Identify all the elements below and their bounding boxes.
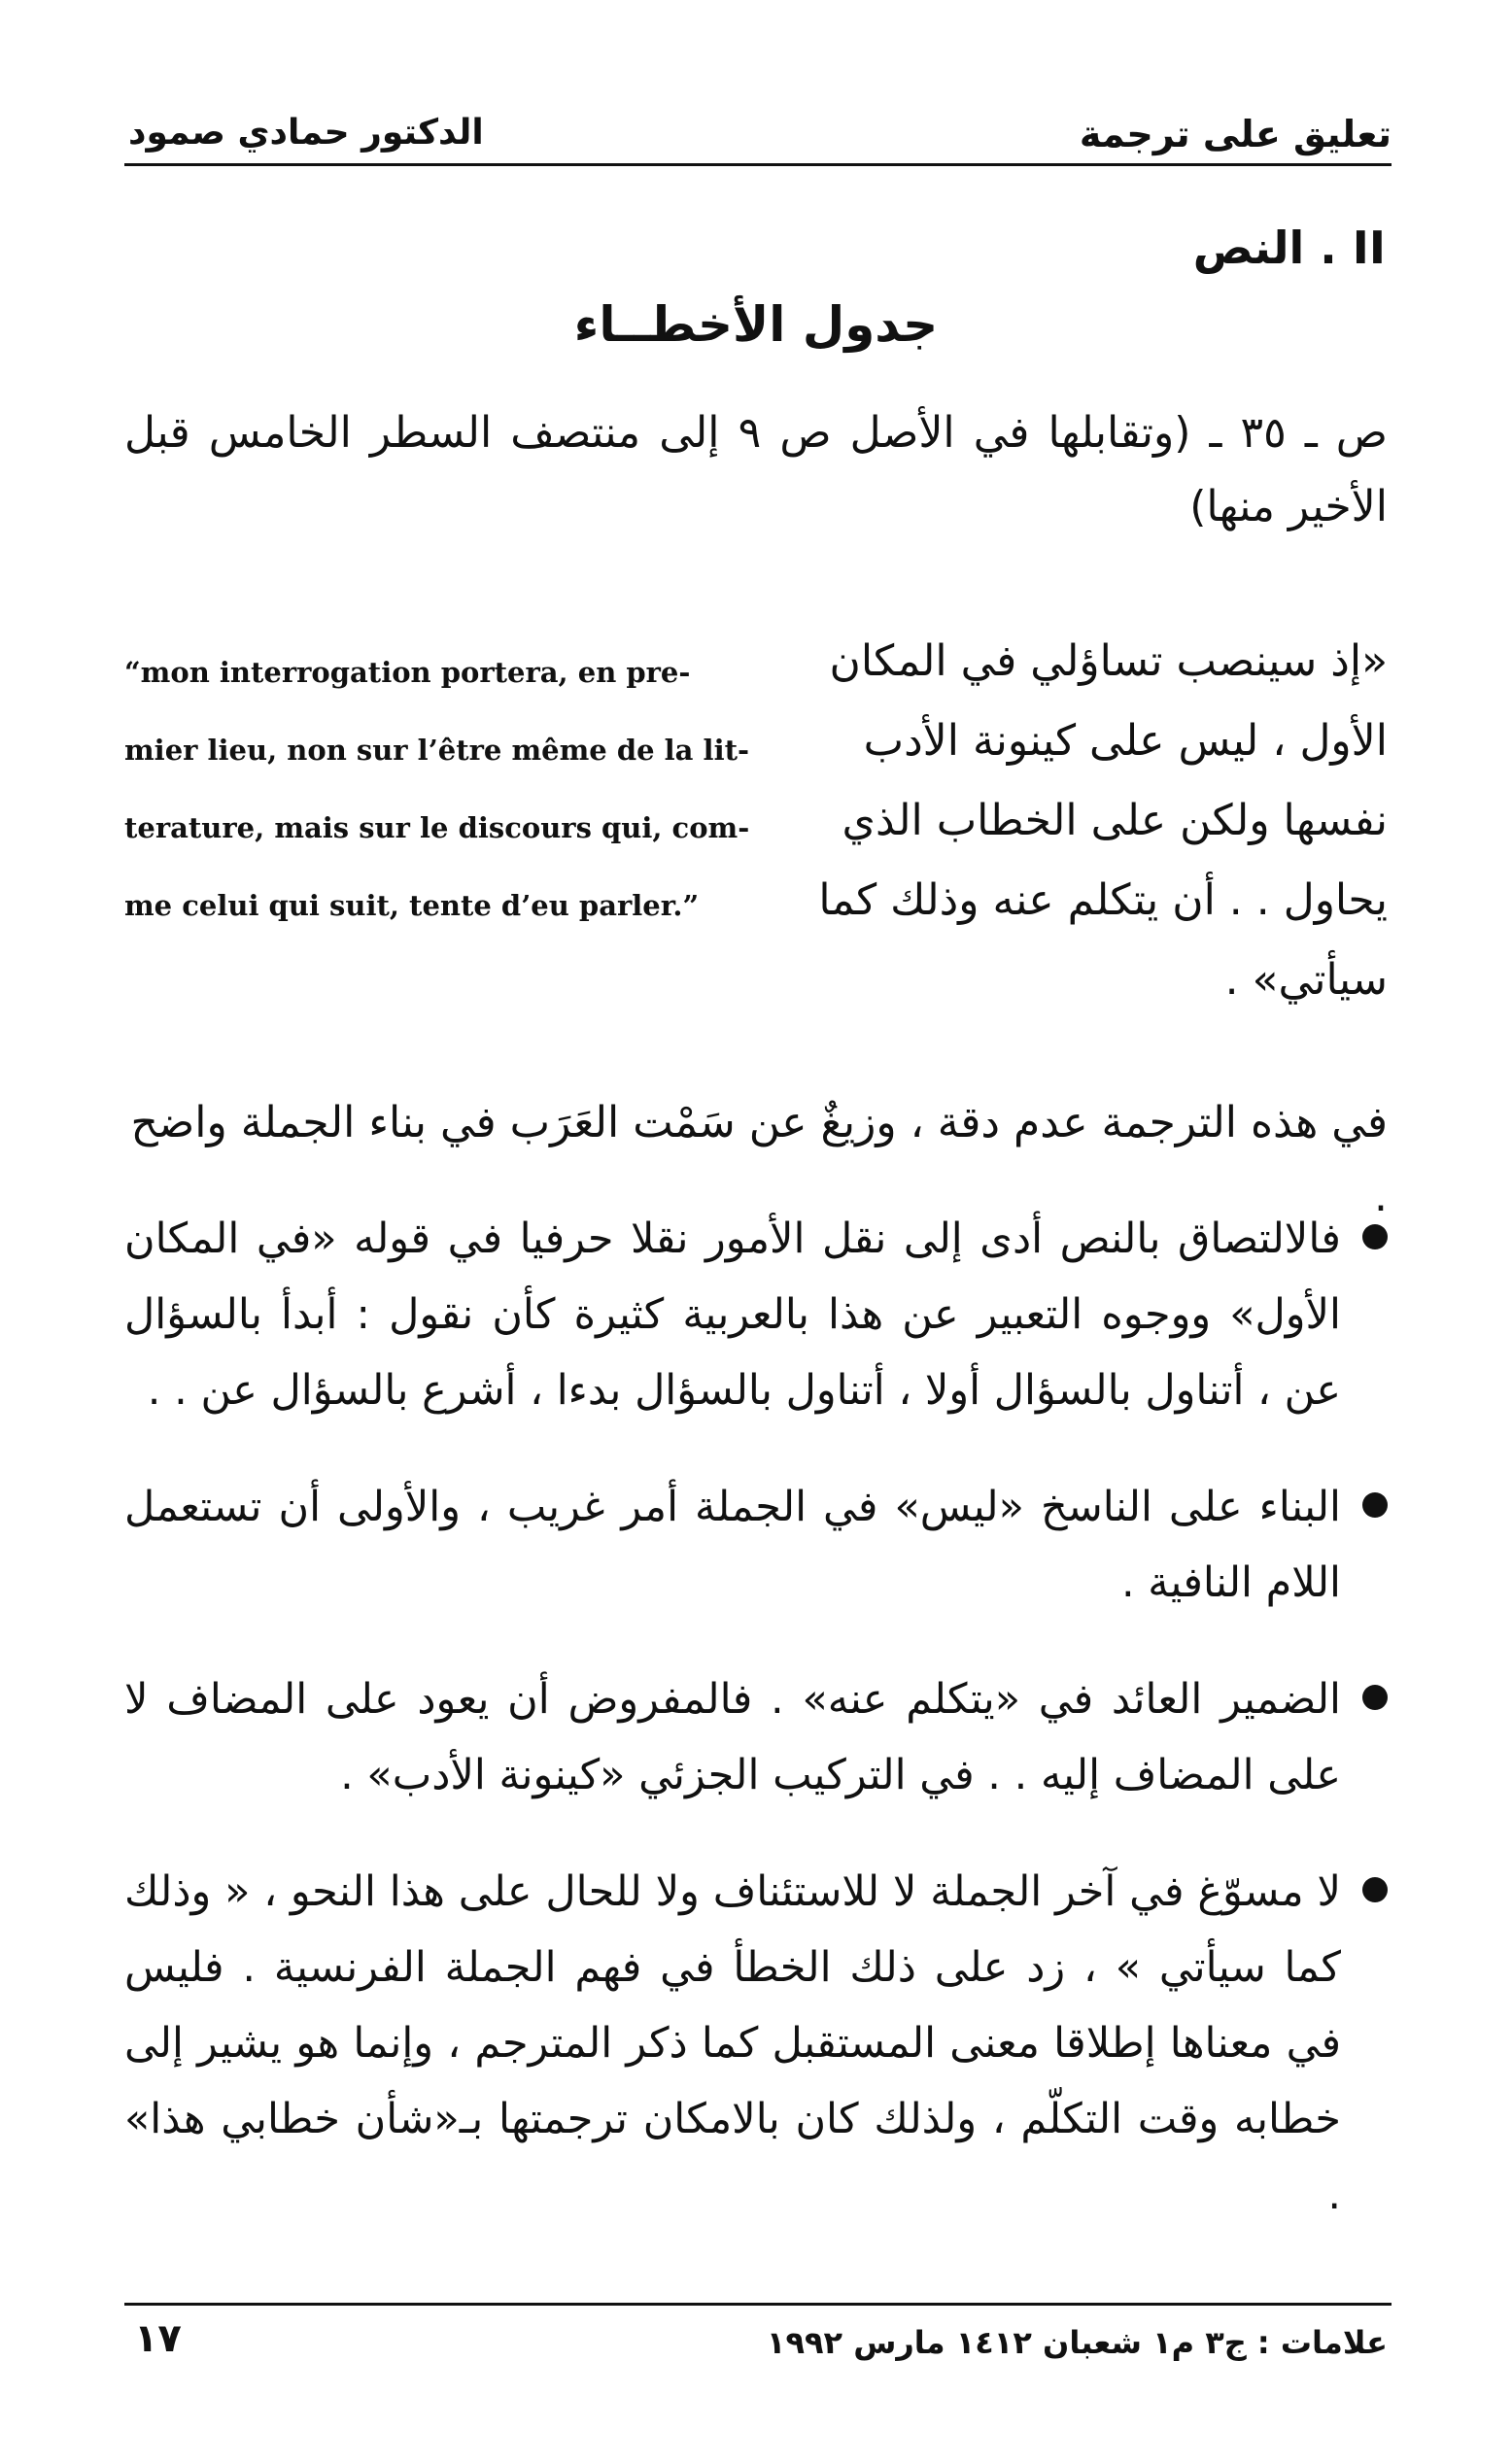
bullet-dot-icon xyxy=(1362,1224,1388,1249)
french-original-quote xyxy=(124,633,750,944)
bullet-item xyxy=(124,1469,1388,1621)
page-reference: ص ـ ٣٥ ـ (وتقابلها في الأصل ص ٩ إلى منتصف السطر الخامس قبل الأخير منها) xyxy=(124,408,1388,531)
running-header xyxy=(124,105,1392,166)
intro-paragraph: في هذه الترجمة عدم دقة ، وزيغٌ عن سَمْت العَرَب في بناء الجملة واضح . xyxy=(130,1098,1388,1221)
bullet-dot-icon xyxy=(1362,1877,1388,1902)
header-article-title: تعليق على ترجمة xyxy=(1079,113,1392,155)
arabic-line: «إذ سينصب تساؤلي في المكان xyxy=(829,636,1388,686)
arabic-translation-quote xyxy=(775,622,1388,1020)
footer-journal-info: علامات : ج٣ م١ شعبان ١٤١٢ مارس ١٩٩٢ xyxy=(766,2324,1388,2361)
french-line: me celui qui suit, tente d’eu parler.” xyxy=(124,889,700,922)
header-author-name: الدكتور حمادي صمود xyxy=(128,113,484,153)
bullet-item xyxy=(124,1201,1388,1428)
footer-divider xyxy=(124,2303,1392,2306)
french-line: terature, mais sur le discours qui, com- xyxy=(124,811,750,844)
arabic-line: نفسها ولكن على الخطاب الذي xyxy=(842,796,1388,845)
bullet-item xyxy=(124,1661,1388,1813)
bullet-text: البناء على الناسخ «ليس» في الجملة أمر غريب ، والأولى أن تستعمل اللام النافية . xyxy=(124,1483,1341,1607)
arabic-line: الأول ، ليس على كينونة الأدب xyxy=(863,716,1388,766)
bullet-text: لا مسوّغ في آخر الجملة لا للاستئناف ولا للحال على هذا النحو ، « وذلك كما سيأتي » ، زد على ذلك الخطأ في فهم الجملة الفرنسية . فليس في معناها إطلاقا معنى المستقبل كما ذكر المترجم ، وإنما هو يشير إلى خطابه وقت التكلّم ، ولذلك كان بالامكان ترجمتها بـ«شأن خطابي هذا» . xyxy=(124,1867,1341,2219)
bullet-text: فالالتصاق بالنص أدى إلى نقل الأمور نقلا حرفيا في قوله «في المكان الأول» ووجوه التعبير عن هذا بالعربية كثيرة كأن نقول : أبدأ بالسؤال عن ، أتناول بالسؤال أولا ، أتناول بالسؤال بدءا ، أشرع بالسؤال عن . . xyxy=(124,1215,1341,1415)
bullet-dot-icon xyxy=(1362,1492,1388,1518)
section-heading: II . النص xyxy=(1192,222,1386,274)
error-bullet-list xyxy=(124,1201,1388,2233)
arabic-line: سيأتي» . xyxy=(1224,955,1388,1005)
bullet-text: الضمير العائد في «يتكلم عنه» . فالمفروض أن يعود على المضاف لا على المضاف إليه . . في التركيب الجزئي «كينونة الأدب» . xyxy=(124,1675,1341,1799)
page-number: ١٧ xyxy=(134,2316,182,2361)
arabic-line: يحاول . . أن يتكلم عنه وذلك كما xyxy=(818,875,1388,925)
bullet-item xyxy=(124,1854,1388,2233)
errors-table-title: جدول الأخطــاء xyxy=(573,296,939,353)
french-line: mier lieu, non sur l’être même de la lit- xyxy=(124,734,750,767)
french-line: “mon interrogation portera, en pre- xyxy=(124,656,691,689)
bullet-dot-icon xyxy=(1362,1685,1388,1710)
